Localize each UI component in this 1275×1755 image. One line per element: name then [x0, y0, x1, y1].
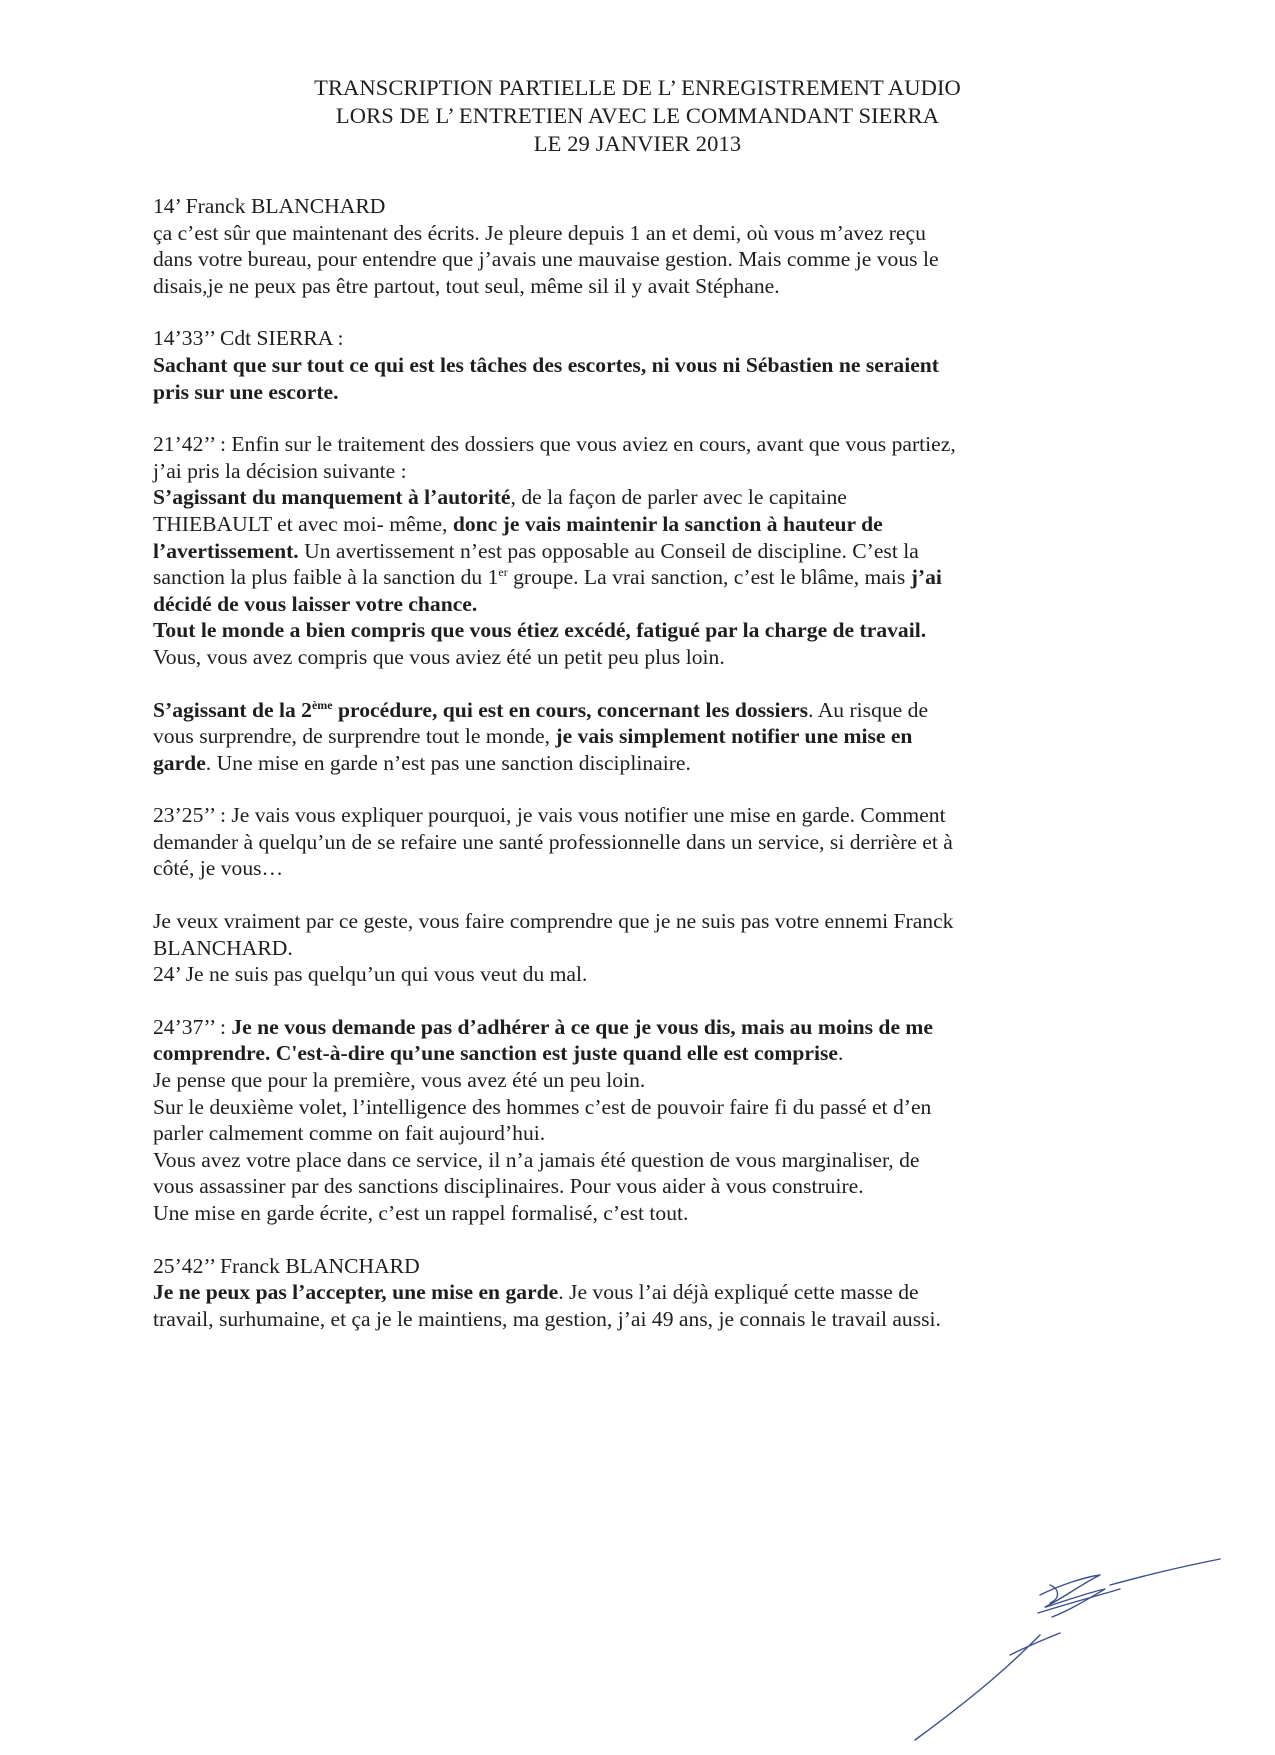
text-line: Sur le deuxième volet, l’intelligence des hommes c’est de pouvoir faire fi du passé et d’en — [153, 1094, 932, 1119]
text-line: demander à quelqu’un de se refaire une santé professionnelle dans un service, si derrière et à — [153, 829, 953, 854]
text-line: BLANCHARD. — [153, 935, 293, 960]
text-line: dans votre bureau, pour entendre que j’avais une mauvaise gestion. Mais comme je vous le — [153, 247, 939, 272]
text-line: Je pense que pour la première, vous avez été un peu loin. — [153, 1068, 646, 1093]
text-line — [153, 352, 1083, 379]
text-line — [153, 617, 1083, 644]
bold-text: garde — [153, 750, 206, 775]
bold-text: je vais simplement notifier une mise en — [555, 724, 913, 749]
text-line: parler calmement comme on fait aujourd’hui. — [153, 1121, 546, 1146]
text-line — [153, 1014, 1083, 1041]
plain-text: , de la façon de parler avec le capitaine — [510, 485, 847, 510]
text-line: ça c’est sûr que maintenant des écrits. Je pleure depuis 1 an et demi, où vous m’avez reçu — [153, 220, 926, 245]
speaker-line: 14’ Franck BLANCHARD — [153, 194, 386, 218]
paragraph-1 — [153, 193, 1083, 299]
text-line — [153, 750, 1083, 777]
plain-text: 24’37’’ : — [153, 1014, 232, 1039]
header-line-1: TRANSCRIPTION PARTIELLE DE L’ ENREGISTREMENT AUDIO — [314, 75, 961, 100]
text-line — [153, 723, 1083, 750]
bold-text — [153, 698, 808, 722]
bold-text: donc je vais maintenir la sanction à hauteur de — [452, 511, 883, 536]
bold-text: pris sur une escorte. — [153, 379, 339, 404]
text-line — [153, 1279, 1083, 1306]
bold-text: j’ai — [910, 565, 942, 590]
paragraph-7 — [153, 1014, 1083, 1227]
header-line-2: LORS DE L’ ENTRETIEN AVEC LE COMMANDANT SIERRA — [335, 103, 940, 128]
plain-text: . Au risque de — [808, 697, 929, 722]
text-line: vous assassiner par des sanctions disciplinaires. Pour vous aider à vous construire. — [153, 1174, 864, 1199]
text-line: j’ai pris la décision suivante : — [153, 458, 407, 483]
bold-segment: S’agissant de la 2 — [153, 697, 312, 722]
paragraph-5 — [153, 802, 1083, 882]
text-line: 21’42’’ : Enfin sur le traitement des dossiers que vous aviez en cours, avant que vous partiez, — [153, 432, 956, 457]
bold-text: Je ne vous demande pas d’adhérer à ce que je vous dis, mais au moins de me — [231, 1014, 933, 1039]
text-line — [153, 484, 1083, 511]
bold-text: Je ne peux pas l’accepter, une mise en garde — [153, 1280, 559, 1305]
text-line: 24’ Je ne suis pas quelqu’un qui vous veut du mal. — [153, 962, 588, 987]
text-line — [153, 697, 1083, 724]
document-header — [0, 74, 1275, 158]
handwritten-signature-icon — [910, 1555, 1230, 1745]
text-line — [153, 1040, 1083, 1067]
plain-text: . Je vous l’ai déjà expliqué cette masse de — [558, 1280, 919, 1305]
superscript: ème — [311, 697, 333, 712]
bold-segment: procédure, qui est en cours, concernant les dossiers — [332, 697, 809, 722]
speaker-line: 14’33’’ Cdt SIERRA : — [153, 326, 344, 351]
text-line: côté, je vous… — [153, 856, 284, 881]
bold-text: l’avertissement. — [153, 538, 299, 563]
bold-text: S’agissant du manquement à l’autorité — [153, 485, 511, 510]
paragraph-8 — [153, 1253, 1083, 1333]
speaker-line: 25’42’’ Franck BLANCHARD — [153, 1253, 420, 1278]
bold-text: Tout le monde a bien compris que vous étiez excédé, fatigué par la charge de travail. — [153, 618, 927, 643]
transcript-body — [153, 193, 1083, 1358]
plain-text: Un avertissement n’est pas opposable au Conseil de discipline. C’est la — [298, 538, 919, 563]
text-line: Je veux vraiment par ce geste, vous faire comprendre que je ne suis pas votre ennemi Franck — [153, 909, 954, 934]
text-line — [153, 564, 1083, 591]
text-line — [153, 379, 1083, 406]
plain-text: vous surprendre, de surprendre tout le monde, — [153, 724, 556, 749]
plain-text: . Une mise en garde n’est pas une sanction disciplinaire. — [205, 750, 691, 775]
paragraph-6 — [153, 908, 1083, 988]
paragraph-4 — [153, 697, 1083, 777]
bold-text: Sachant que sur tout ce qui est les tâches des escortes, ni vous ni Sébastien ne seraient — [153, 352, 939, 377]
text-line: travail, surhumaine, et ça je le maintiens, ma gestion, j’ai 49 ans, je connais le travail aussi. — [153, 1306, 941, 1331]
text-line — [153, 591, 1083, 618]
text-line: disais,je ne peux pas être partout, tout seul, même sil il y avait Stéphane. — [153, 273, 780, 298]
plain-text: sanction la plus faible à la sanction du 1 — [153, 565, 499, 590]
plain-text: . — [837, 1041, 844, 1066]
text-line: Vous avez votre place dans ce service, il n’a jamais été question de vous marginaliser, de — [153, 1147, 920, 1172]
text-line: 23’25’’ : Je vais vous expliquer pourquoi, je vais vous notifier une mise en garde. Comment — [153, 803, 946, 828]
paragraph-2 — [153, 325, 1083, 405]
bold-text: décidé de vous laisser votre chance. — [153, 591, 478, 616]
text-line: Une mise en garde écrite, c’est un rappel formalisé, c’est tout. — [153, 1201, 689, 1225]
text-line — [153, 511, 1083, 538]
bold-text: comprendre. C'est-à-dire qu’une sanction est juste quand elle est comprise — [153, 1041, 838, 1066]
text-line — [153, 538, 1083, 565]
plain-text: THIEBAULT et avec moi- même, — [153, 511, 453, 536]
header-line-3: LE 29 JANVIER 2013 — [533, 131, 742, 156]
text-line: Vous, vous avez compris que vous aviez été un petit peu plus loin. — [153, 644, 725, 669]
paragraph-3 — [153, 431, 1083, 670]
superscript: er — [498, 564, 508, 579]
plain-text: groupe. La vrai sanction, c’est le blâme, mais — [507, 565, 911, 590]
